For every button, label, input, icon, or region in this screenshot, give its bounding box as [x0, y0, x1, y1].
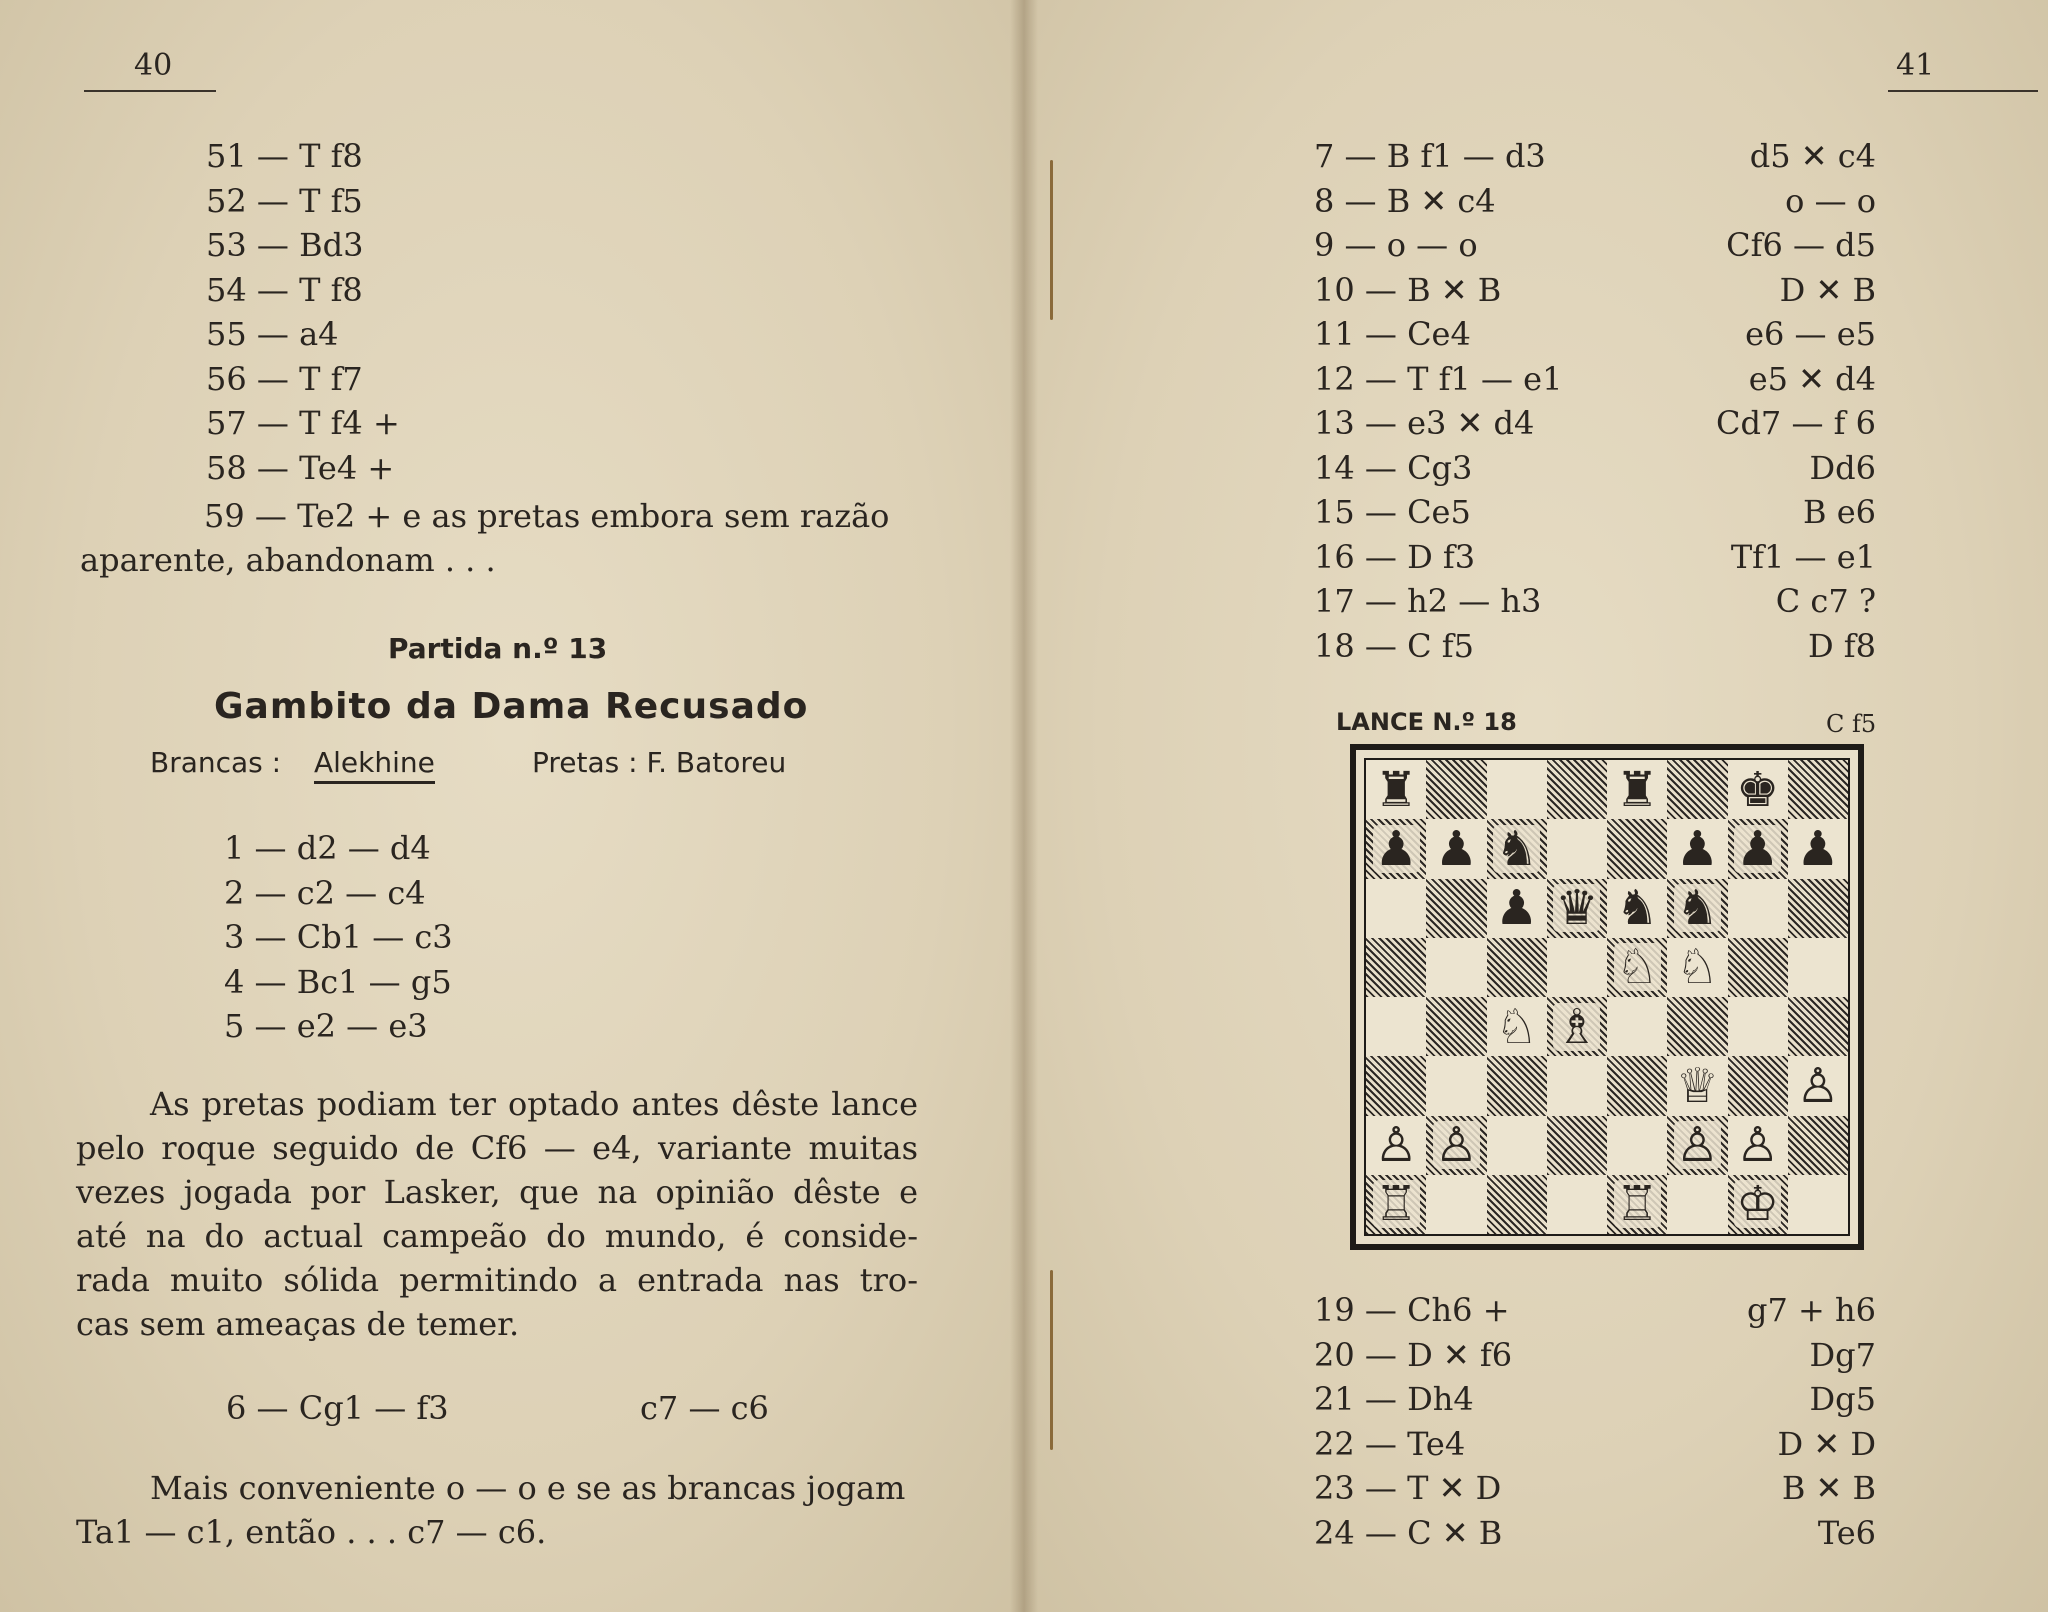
board-square [1366, 819, 1426, 878]
move-row-white: 57 — T f4 + [206, 404, 400, 442]
move-row-black: e6 — e5 [1745, 315, 1876, 353]
chess-piece-icon: ♛ [1555, 880, 1599, 937]
chess-piece-icon: ♞ [1495, 820, 1539, 877]
board-square [1788, 1056, 1848, 1115]
opening-move-row-white: 1 — d2 — d4 [224, 829, 431, 867]
chess-piece-icon: ♖ [1615, 1176, 1659, 1233]
chess-piece-icon: ♜ [1374, 761, 1418, 818]
move-row-black: Dg5 [1809, 1380, 1876, 1418]
opening-move-row-white: 3 — Cb1 — c3 [224, 918, 453, 956]
move-row-white: 52 — T f5 [206, 181, 363, 220]
chess-piece-icon: ♕ [1675, 1057, 1719, 1114]
board-square [1426, 938, 1486, 997]
board-square [1788, 760, 1848, 819]
move-row-white: 9 — o — o [1314, 226, 1478, 264]
board-square [1667, 1056, 1727, 1115]
chess-piece-icon: ♜ [1615, 761, 1659, 818]
move-row-white: 8 — B ✕ c4 [1314, 181, 1496, 220]
move-row-black: Tf1 — e1 [1730, 537, 1876, 576]
page-number-right: 41 [1896, 48, 1935, 83]
move-row-white: 51 — T f8 [206, 137, 363, 175]
move-row-black: Cf6 — d5 [1726, 226, 1876, 264]
board-square [1728, 1116, 1788, 1175]
board-square [1366, 879, 1426, 938]
board-square [1487, 879, 1547, 938]
binding-stitch-bottom [1050, 1270, 1053, 1450]
move-row-white: 19 — Ch6 + [1314, 1291, 1510, 1329]
move-row-white: 10 — B ✕ B [1314, 270, 1502, 309]
board-square [1426, 819, 1486, 878]
commentary-line: pelo roque seguido de Cf6 — e4, variante muitas [76, 1129, 918, 1167]
board-square [1487, 1175, 1547, 1234]
board-square [1366, 760, 1426, 819]
board-square [1426, 760, 1486, 819]
gutter-shadow [1010, 0, 1038, 1612]
move-row-black: B e6 [1803, 493, 1876, 531]
commentary-2-line1: Mais conveniente o — o e se as brancas jogam [150, 1469, 906, 1507]
chess-piece-icon: ♞ [1615, 880, 1659, 937]
chess-piece-icon: ♙ [1434, 1117, 1478, 1174]
board-square [1607, 819, 1667, 878]
board-square [1547, 1175, 1607, 1234]
board-square [1607, 879, 1667, 938]
board-square [1487, 997, 1547, 1056]
move-row-white: 22 — Te4 [1314, 1424, 1466, 1463]
board-square [1607, 1116, 1667, 1175]
move-row-black: g7 + h6 [1747, 1291, 1876, 1329]
board-square [1547, 1056, 1607, 1115]
board-square [1788, 1175, 1848, 1234]
chess-diagram [1350, 744, 1864, 1250]
chess-piece-icon: ♟ [1495, 880, 1539, 937]
chess-piece-icon: ♘ [1675, 939, 1719, 996]
chess-piece-icon: ♟ [1675, 820, 1719, 877]
board-square [1728, 997, 1788, 1056]
chess-piece-icon: ♙ [1796, 1057, 1840, 1114]
board-square [1487, 819, 1547, 878]
board-square [1426, 1116, 1486, 1175]
opening-move-row-white: 2 — c2 — c4 [224, 873, 426, 912]
chess-piece-icon: ♟ [1434, 820, 1478, 877]
move-row-white: 12 — T f1 — e1 [1314, 359, 1563, 398]
move-row-white: 7 — B f1 — d3 [1314, 137, 1546, 175]
page-rule-left [84, 90, 216, 92]
chess-piece-icon: ♖ [1374, 1176, 1418, 1233]
players-white-name: Alekhine [314, 746, 435, 784]
board-square [1728, 1056, 1788, 1115]
move-row-black: D ✕ D [1777, 1424, 1876, 1463]
chess-piece-icon: ♗ [1555, 998, 1599, 1055]
board-square [1547, 997, 1607, 1056]
board-square [1728, 760, 1788, 819]
board-square [1788, 997, 1848, 1056]
move-row-black: Cd7 — f 6 [1715, 404, 1876, 442]
board-square [1667, 879, 1727, 938]
commentary-line: cas sem ameaças de temer. [76, 1305, 520, 1343]
players-white-label: Brancas : [150, 746, 282, 779]
board-square [1667, 1116, 1727, 1175]
move-row-black: D ✕ B [1779, 270, 1876, 309]
move-row-white: 21 — Dh4 [1314, 1380, 1474, 1418]
move-row-white: 16 — D f3 [1314, 537, 1476, 576]
board-square [1788, 819, 1848, 878]
board-square [1426, 1056, 1486, 1115]
board-square [1487, 760, 1547, 819]
board-square [1366, 997, 1426, 1056]
move-row-black: Dd6 [1809, 448, 1876, 487]
chess-piece-icon: ♙ [1675, 1117, 1719, 1174]
move-row-black: C c7 ? [1775, 582, 1876, 620]
diagram-title: LANCE N.º 18 [1336, 708, 1517, 736]
commentary-line: até na do actual campeão do mundo, é conside- [76, 1217, 918, 1255]
move-59-line2: aparente, abandonam . . . [80, 541, 496, 579]
chess-piece-icon: ♟ [1736, 820, 1780, 877]
chess-board [1366, 760, 1848, 1234]
opening-move-row-white: 4 — Bc1 — g5 [224, 962, 452, 1001]
board-square [1487, 1116, 1547, 1175]
move-row-white: 20 — D ✕ f6 [1314, 1335, 1513, 1374]
board-square [1607, 938, 1667, 997]
move-row-white: 53 — Bd3 [206, 226, 364, 264]
commentary-line: rada muito sólida permitindo a entrada nas tro- [76, 1261, 918, 1299]
board-square [1487, 1056, 1547, 1115]
opening-title: Gambito da Dama Recusado [214, 686, 809, 727]
move-row-black: B ✕ B [1781, 1469, 1876, 1507]
move-row-white: 54 — T f8 [206, 270, 363, 309]
page-number-left: 40 [134, 48, 173, 83]
board-square [1728, 938, 1788, 997]
page-rule-right [1888, 90, 2038, 92]
chess-piece-icon: ♟ [1374, 820, 1418, 877]
board-square [1366, 1175, 1426, 1234]
board-square [1607, 1175, 1667, 1234]
move-row-white: 23 — T ✕ D [1314, 1469, 1502, 1507]
chess-piece-icon: ♞ [1675, 880, 1719, 937]
chess-piece-icon: ♙ [1736, 1117, 1780, 1174]
move-row-white: 14 — Cg3 [1314, 448, 1473, 487]
move-row-black: Dg7 [1809, 1335, 1876, 1374]
opening-move-row-white: 5 — e2 — e3 [224, 1007, 428, 1045]
commentary-1 [76, 1082, 918, 1346]
board-square [1728, 819, 1788, 878]
board-square [1667, 938, 1727, 997]
move-59-line1: 59 — Te2 + e as pretas embora sem razão [204, 497, 890, 535]
chess-piece-icon: ♟ [1796, 820, 1840, 877]
chess-piece-icon: ♔ [1736, 1176, 1780, 1233]
move-row-black: d5 ✕ c4 [1749, 137, 1876, 175]
board-square [1366, 938, 1426, 997]
commentary-line: As pretas podiam ter optado antes dêste lance [150, 1085, 918, 1123]
move-row-white: 18 — C f5 [1314, 626, 1474, 665]
board-square [1487, 938, 1547, 997]
move-row-black: Te6 [1817, 1513, 1876, 1552]
board-square [1547, 760, 1607, 819]
board-square [1426, 879, 1486, 938]
chess-piece-icon: ♘ [1495, 998, 1539, 1055]
board-square [1366, 1056, 1426, 1115]
board-square [1366, 1116, 1426, 1175]
board-square [1607, 760, 1667, 819]
board-square [1728, 879, 1788, 938]
board-square [1788, 1116, 1848, 1175]
chess-piece-icon: ♘ [1615, 939, 1659, 996]
game-label: Partida n.º 13 [388, 632, 608, 665]
chess-piece-icon: ♙ [1374, 1117, 1418, 1174]
board-square [1426, 1175, 1486, 1234]
move-row-white: 24 — C ✕ B [1314, 1513, 1503, 1552]
board-square [1788, 879, 1848, 938]
chess-piece-icon: ♚ [1736, 761, 1780, 818]
board-square [1667, 997, 1727, 1056]
board-square [1667, 819, 1727, 878]
board-square [1547, 938, 1607, 997]
commentary-line: vezes jogada por Lasker, que na opinião dêste e [76, 1173, 918, 1211]
diagram-move: C f5 [1826, 710, 1877, 738]
players-black: Pretas : F. Batoreu [532, 746, 787, 779]
board-square [1426, 997, 1486, 1056]
move-row-white: 13 — e3 ✕ d4 [1314, 404, 1535, 442]
board-square [1788, 938, 1848, 997]
board-square [1547, 879, 1607, 938]
chess-board-frame [1364, 758, 1850, 1236]
board-square [1667, 1175, 1727, 1234]
move-6-white: 6 — Cg1 — f3 [226, 1389, 449, 1427]
board-square [1547, 1116, 1607, 1175]
board-square [1728, 1175, 1788, 1234]
move-row-white: 11 — Ce4 [1314, 315, 1471, 353]
board-square [1547, 819, 1607, 878]
binding-stitch-top [1050, 160, 1053, 320]
board-square [1607, 1056, 1667, 1115]
move-6-black: c7 — c6 [640, 1389, 769, 1427]
move-row-white: 15 — Ce5 [1314, 493, 1471, 531]
board-square [1607, 997, 1667, 1056]
move-row-black: e5 ✕ d4 [1748, 359, 1876, 398]
move-row-white: 55 — a4 [206, 315, 339, 353]
move-row-white: 17 — h2 — h3 [1314, 582, 1542, 620]
move-row-white: 58 — Te4 + [206, 448, 395, 487]
board-square [1667, 760, 1727, 819]
commentary-2-line2: Ta1 — c1, então . . . c7 — c6. [76, 1513, 547, 1551]
move-row-black: o — o [1785, 181, 1876, 220]
move-row-white: 56 — T f7 [206, 359, 363, 398]
move-row-black: D f8 [1807, 626, 1876, 665]
